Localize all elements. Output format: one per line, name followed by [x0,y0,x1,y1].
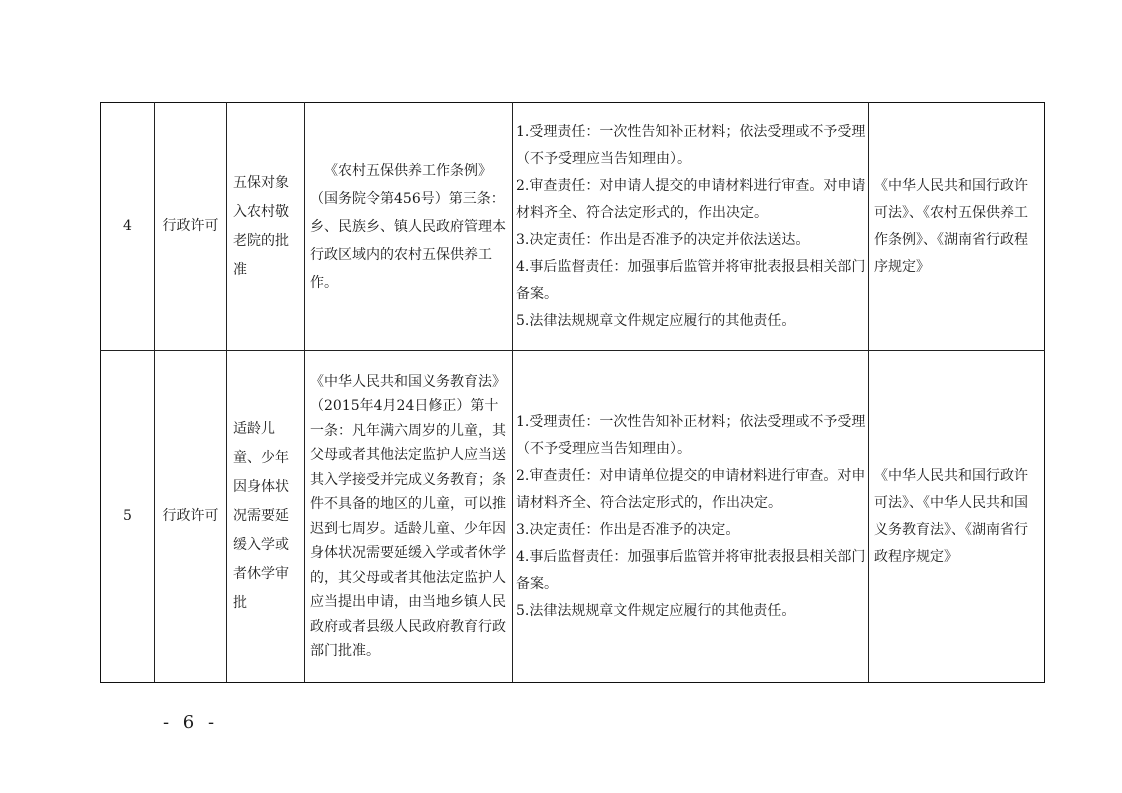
row-number: 4 [101,103,155,351]
responsibility-item: 4.事后监督责任：加强事后监管并将审批表报县相关部门备案。 [516,258,866,302]
law-reference: 《中华人民共和国行政许可法》、《农村五保供养工作条例》、《湖南省行政程序规定》 [869,103,1045,351]
legal-basis: 《农村五保供养工作条例》（国务院令第456号）第三条：乡、民族乡、镇人民政府管理本行政区域内的农村五保供养工作。 [305,103,513,351]
responsibility-item: 1.受理责任：一次性告知补正材料；依法受理或不予受理（不予受理应当告知理由）。 [516,413,866,457]
power-type: 行政许可 [155,351,227,683]
table-row [101,103,1045,351]
item-name: 五保对象入农村敬老院的批准 [227,103,305,351]
table-row [101,351,1045,683]
responsibility-item: 4.事后监督责任：加强事后监管并将审批表报县相关部门备案。 [516,548,866,592]
responsibility-item: 2.审查责任：对申请单位提交的申请材料进行审查。对申请材料齐全、符合法定形式的，作出决定。 [516,467,866,511]
responsibility-item: 3.决定责任：作出是否准予的决定。 [516,521,740,538]
item-name: 适龄儿童、少年因身体状况需要延缓入学或者休学审批 [227,351,305,683]
power-type: 行政许可 [155,103,227,351]
law-reference: 《中华人民共和国行政许可法》、《中华人民共和国义务教育法》、《湖南省行政程序规定》 [869,351,1045,683]
page-number: - 6 - [163,712,219,733]
responsibility-item: 5.法律法规规章文件规定应履行的其他责任。 [516,602,796,619]
responsibility-list [513,103,869,351]
responsibility-item: 2.审查责任：对申请人提交的申请材料进行审查。对申请材料齐全、符合法定形式的，作出决定。 [516,177,866,221]
responsibility-item: 1.受理责任：一次性告知补正材料；依法受理或不予受理（不予受理应当告知理由）。 [516,123,866,167]
responsibility-item: 5.法律法规规章文件规定应履行的其他责任。 [516,312,796,329]
legal-basis: 《中华人民共和国义务教育法》（2015年4月24日修正）第十一条：凡年满六周岁的儿童，其父母或者其他法定监护人应当送其入学接受并完成义务教育；条件不具备的地区的儿童，可以推迟到七周岁。适龄儿童、少年因身体状况需要延缓入学或者休学的，其父母或者其他法定监护人应当提出申请，由当地乡镇人民政府或者县级人民政府教育行政部门批准。 [305,351,513,683]
row-number: 5 [101,351,155,683]
power-list-table [100,102,1045,683]
responsibility-list [513,351,869,683]
responsibility-item: 3.决定责任：作出是否准予的决定并依法送达。 [516,231,810,248]
